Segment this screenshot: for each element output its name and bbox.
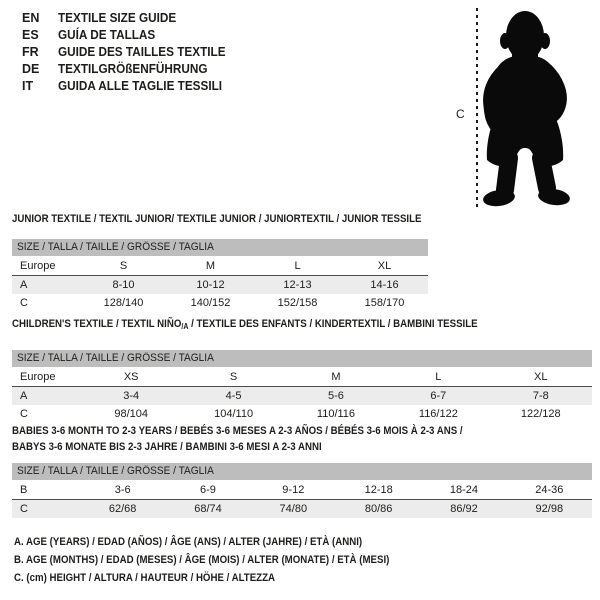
cell-value: 4-5 — [225, 390, 242, 402]
table-title-text: JUNIOR TEXTILE / TEXTIL JUNIOR/ TEXTILE JUNIOR / JUNIORTEXTIL / JUNIOR TESSILE — [12, 213, 422, 225]
cell-value: M — [285, 367, 387, 387]
cell-value: 6-9 — [165, 480, 250, 500]
row-label: C — [20, 297, 28, 309]
cell-value: 14-16 — [370, 279, 399, 291]
cell-value: XL — [490, 367, 592, 387]
language-title: TEXTILE SIZE GUIDE — [58, 11, 177, 25]
cell-value: 98/104 — [114, 408, 149, 420]
footnote-text: B. AGE (MONTHS) / EDAD (MESES) / ÂGE (MOIS) / ALTER (MONATE) / ETÀ (MESI) — [14, 554, 390, 566]
table-title — [12, 213, 428, 226]
title-post: / TEXTILE DES ENFANTS / KINDERTEXTIL / BAMBINI TESSILE — [188, 318, 478, 330]
junior-table-section — [12, 213, 428, 312]
cell-value: 110/116 — [316, 408, 356, 420]
babies-size-table — [12, 480, 592, 518]
language-title: GUIDE DES TAILLES TEXTILE — [58, 45, 226, 59]
cell-value: 12-13 — [283, 279, 312, 291]
language-title: GUÍA DE TALLAS — [58, 28, 156, 42]
cell-value: 92/98 — [535, 503, 564, 515]
cell-value: 80/86 — [364, 503, 393, 515]
table-title-line — [12, 439, 592, 455]
row-label: Europe — [12, 256, 80, 276]
cell-value: S — [182, 367, 284, 387]
cell-value: 3-6 — [80, 480, 165, 500]
language-row — [22, 44, 236, 61]
row-label: C — [20, 408, 28, 420]
footnote-text: A. AGE (YEARS) / EDAD (AÑOS) / ÂGE (ANS) / ALTER (JAHRE) / ETÀ (ANNI) — [14, 536, 363, 548]
cell-value: 9-12 — [251, 480, 336, 500]
language-row — [22, 27, 236, 44]
table-title — [12, 318, 592, 333]
table-title-text: BABIES 3-6 MONTH TO 2-3 YEARS / BEBÉS 3-6 MESES A 2-3 AÑOS / BÉBÉS 3-6 MOIS À 2-3 ANS / — [12, 425, 463, 437]
title-pre: CHILDREN'S TEXTILE / TEXTIL NIÑO — [12, 318, 182, 330]
cell-value: XS — [80, 367, 182, 387]
cell-value: L — [254, 256, 341, 276]
language-code: IT — [22, 79, 34, 93]
children-size-table — [12, 367, 592, 423]
footnote — [14, 551, 441, 569]
table-title — [12, 423, 592, 455]
table-title-text: BABYS 3-6 MONATE BIS 2-3 JAHRE / BAMBINI 3-6 MESI A 2-3 ANNI — [12, 441, 322, 453]
table-row — [12, 405, 592, 423]
cell-value: S — [80, 256, 167, 276]
cell-value: L — [387, 367, 489, 387]
table-row — [12, 480, 592, 500]
cell-value: 140/152 — [190, 297, 231, 309]
cell-value: 18-24 — [421, 480, 506, 500]
language-row — [22, 78, 236, 95]
language-code: DE — [22, 62, 40, 76]
size-header-text: SIZE / TALLA / TAILLE / GRÖSSE / TAGLIA — [17, 465, 214, 477]
table-row — [12, 500, 592, 519]
cell-value: 6-7 — [430, 390, 447, 402]
row-label: A — [20, 279, 28, 291]
row-label: Europe — [12, 367, 80, 387]
row-label: B — [12, 480, 80, 500]
cell-value: 152/158 — [277, 297, 318, 309]
footnote — [14, 533, 441, 551]
language-row — [22, 10, 236, 27]
cell-value: 24-36 — [507, 480, 592, 500]
cell-value: 12-18 — [336, 480, 421, 500]
size-header-bar — [12, 463, 592, 480]
footnote — [14, 569, 441, 587]
language-code: FR — [22, 45, 39, 59]
cell-value: 104/110 — [214, 408, 254, 420]
table-row — [12, 294, 428, 312]
cell-value: 86/92 — [450, 503, 478, 515]
cell-value: 158/170 — [364, 297, 405, 309]
table-title-text — [12, 318, 478, 333]
table-row — [12, 276, 428, 295]
cell-value: 3-4 — [123, 390, 140, 402]
junior-size-table — [12, 256, 428, 312]
cell-value: 74/80 — [279, 503, 308, 515]
cell-value: 10-12 — [196, 279, 225, 291]
cell-value: 5-6 — [328, 390, 344, 402]
cell-value: 8-10 — [112, 279, 135, 291]
babies-table-section — [12, 423, 592, 518]
height-label: C — [456, 107, 465, 121]
table-title-line — [12, 423, 592, 439]
cell-value: XL — [341, 256, 428, 276]
language-row — [22, 61, 236, 78]
language-code: ES — [22, 28, 39, 42]
children-table-section — [12, 318, 592, 423]
cell-value: 116/122 — [418, 408, 458, 420]
table-row — [12, 387, 592, 406]
size-header-text: SIZE / TALLA / TAILLE / GRÖSSE / TAGLIA — [17, 241, 214, 253]
cell-value: 128/140 — [103, 297, 144, 309]
footnotes — [14, 533, 441, 587]
cell-value: 7-8 — [532, 390, 549, 402]
table-row — [12, 367, 592, 387]
language-title: TEXTILGRÖßENFÜHRUNG — [58, 62, 208, 76]
cell-value: 62/68 — [108, 503, 137, 515]
cell-value: 122/128 — [520, 408, 561, 420]
row-label: C — [20, 503, 28, 515]
language-title: GUIDA ALLE TAGLIE TESSILI — [58, 79, 223, 93]
title-sub: /A — [181, 322, 189, 331]
footnote-text: C. (cm) HEIGHT / ALTURA / HAUTEUR / HÖHE / ALTEZZA — [14, 572, 276, 584]
cell-value: M — [167, 256, 254, 276]
size-header-bar — [12, 239, 428, 256]
size-header-bar — [12, 350, 592, 367]
size-header-text: SIZE / TALLA / TAILLE / GRÖSSE / TAGLIA — [17, 352, 214, 364]
height-figure — [450, 0, 600, 215]
toddler-silhouette — [482, 11, 571, 208]
row-label: A — [20, 390, 28, 402]
language-code: EN — [22, 11, 40, 25]
toddler-silhouette-svg — [450, 0, 600, 215]
table-row — [12, 256, 428, 276]
cell-value: 68/74 — [194, 503, 222, 515]
language-title-list — [22, 10, 236, 95]
